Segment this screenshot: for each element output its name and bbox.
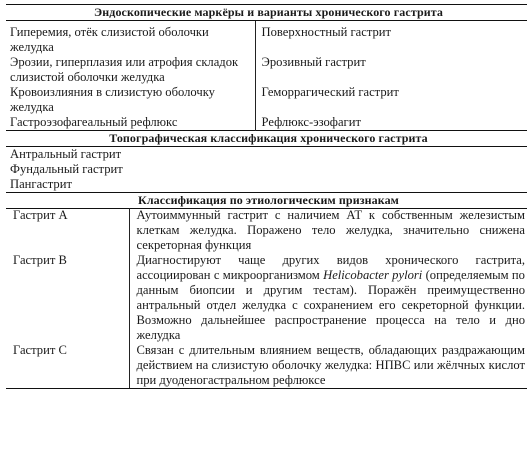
description-text: (определяемым по данным биопсии и другим тестам). Поражён преимущественно антральный отдел желудка с сохранением его секреторной функции. Возможно дальнейшее распространение процесса на тело и дно желудка [136, 268, 525, 342]
table-row [6, 115, 527, 131]
table-row [6, 55, 527, 85]
table-row [6, 253, 527, 343]
section-title: Классификация по этиологическим признакам [6, 193, 527, 209]
section-header-topographic [6, 131, 527, 147]
section-title: Топографическая классификация хронического гастрита [6, 131, 527, 147]
gastritis-variant: Геморрагический гастрит [255, 85, 527, 115]
table-row [6, 21, 527, 56]
section-header-etiological [6, 193, 527, 209]
endoscopic-marker: Гастроэзофагеальный рефлюкс [10, 115, 178, 129]
description-text: Диагностируют чаще других видов хронического гастрита, ассоциирован с микроорганизмом [136, 253, 525, 282]
gastritis-classification-table [6, 4, 527, 209]
topographic-type: Пангастрит [10, 177, 72, 191]
list-item [6, 147, 527, 163]
list-item [6, 177, 527, 193]
table-row [6, 343, 527, 389]
gastritis-type-description: Аутоиммунный гастрит с наличием АТ к собственным железистым клеткам желудка. Поражено тело желудка, значительно снижена секреторная функция [129, 208, 527, 253]
gastritis-type-description [129, 253, 527, 343]
table-row [6, 208, 527, 253]
endoscopic-marker: Кровоизлияния в слизистую оболочку желудка [10, 85, 215, 114]
gastritis-type-name: Гастрит А [13, 208, 68, 222]
topographic-type: Антральный гастрит [10, 147, 122, 161]
endoscopic-marker: Эрозии, гиперплазия или атрофия складок слизистой оболочки желудка [10, 55, 239, 84]
gastritis-type-name: Гастрит С [6, 343, 129, 389]
gastritis-variant: Поверхностный гастрит [255, 21, 527, 56]
list-item [6, 162, 527, 177]
gastritis-variant: Рефлюкс-эзофагит [255, 115, 527, 131]
section-title: Эндоскопические маркёры и варианты хронического гастрита [6, 5, 527, 21]
table-row [6, 85, 527, 115]
endoscopic-marker: Гиперемия, отёк слизистой оболочки желудка [10, 25, 209, 54]
gastritis-variant: Эрозивный гастрит [255, 55, 527, 85]
gastritis-type-name: Гастрит В [13, 253, 67, 267]
section-header-endoscopic [6, 5, 527, 21]
topographic-type: Фундальный гастрит [10, 162, 123, 176]
gastritis-type-description: Связан с длительным влиянием веществ, обладающих раздражающим действием на слизистую оболочку желудка: НПВС или жёлчных кислот при дуоденогастральном рефлюксе [129, 343, 527, 389]
pathogen-name: Helicobacter pylori [323, 268, 423, 282]
etiological-classification-table [6, 208, 527, 389]
